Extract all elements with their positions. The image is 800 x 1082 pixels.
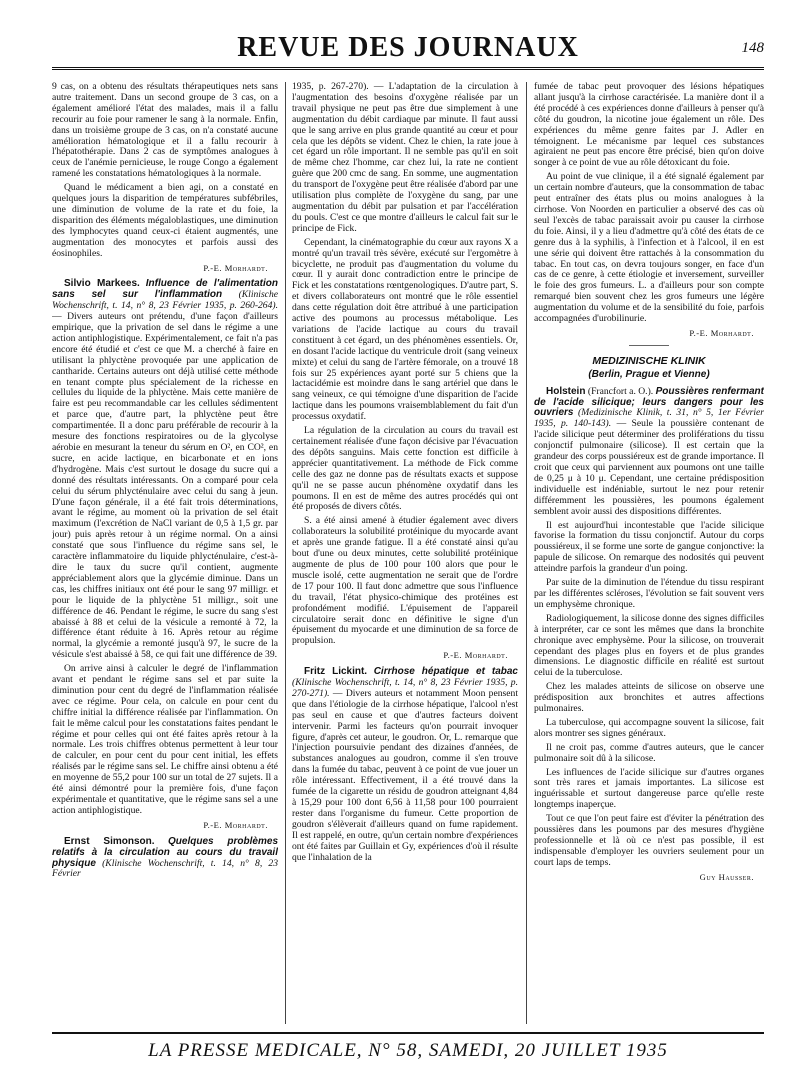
paragraph: La tuberculose, qui accompagne souvent la silicose, fait alors montrer ses signes généraux. [534, 716, 764, 739]
paragraph: S. a été ainsi amené à étudier également avec divers collaborateurs la solubilité protéinique du myocarde avant et après une grande fatigue. Il a été constaté ainsi qu'au bout d'une ou deux minutes, cette solubilité protéinique augmente de plus de 100 pour 100 alors que pour le muscle isolé, cette augmentation ne serait que de l'ordre de 17 pour 100. Il faut donc admettre que sous l'influence du travail, l'état physico-chimique des protéines est profondément modifié. L'épuisement de l'appareil circulatoire serait donc en définitive le signe d'un épuisement du myocarde et une diminution de sa force de propulsion. [292, 515, 518, 647]
paragraph: — Seule la poussière contenant de l'acide silicique peut déterminer des proliférations du tissu conjonctif pulmonaire (silicose). Il est certain que la grandeur des corps poussiéreux est de grande importance. Il croit que ceux qui parviennent aux poumons ont une taille de 0,25 μ à 10 μ. Cependant, une certaine prédisposition individuelle est indéniable, surtout le nez pour retenir différemment les poussières, les poumons également semblent avoir aussi des dispositions différentes. [534, 418, 764, 517]
article-source: (Klinische Wochenschrift, t. 14, n° 8, 23 Février 1935, p. 260-264). [52, 289, 278, 312]
paragraph: La régulation de la circulation au cours du travail est certainement réalisée d'une façon décisive par l'évacuation des dépôts sanguins. Mais cette fonction est difficile à apprécier quantitativement. La méthode de Fick comme celle des gaz ne donne pas de résultats exacts et suppose qu'il ne se passe aucun phénomène oxydatif dans les poumons. Il en est de même des autres procédés qui ont été proposés de divers côtés. [292, 425, 518, 513]
article-source: (Medizinische Klinik, t. 31, n° 5, 1er Février 1935, p. 140-143). [534, 407, 764, 430]
article-source: (Klinische Wochenschrift, t. 14, n° 8, 23 Février [52, 857, 278, 880]
page-number: 148 [741, 40, 764, 56]
paragraph: Chez les malades atteints de silicose on observe une prédisposition aux bronchites et autres affections pulmonaires. [534, 681, 764, 715]
section-subtitle: (Berlin, Prague et Vienne) [588, 368, 710, 380]
journal-section-title: REVUE DES JOURNAUX [237, 32, 579, 63]
article-title: Cirrhose hépatique et tabac [373, 666, 518, 678]
article-author: Fritz Lickint. [304, 666, 368, 678]
article-heading [52, 279, 278, 661]
paragraph: Radiologiquement, la silicose donne des signes difficiles à interpréter, car ce sont les mêmes que dans la bronchite chronique avec emphysème. Pour la silicose, on trouverait cependant des plages plus en foyers et de plus grandes dimensions. Le diagnostic difficile en réalité est surtout celui de la tuberculose. [534, 612, 764, 679]
article-author: Ernst Simonson. [64, 835, 155, 847]
paragraph: fumée de tabac peut provoquer des lésions hépatiques allant jusqu'à la cirrhose caractérisée. La manière dont il a été procédé à ces expériences donne d'ailleurs à penser qu'à côté du goudron, la nicotine joue également un rôle. Des expériences du même genre faites par J. Adler en témoignent. Le mécanisme par lequel ces substances agiraient ne peut pas encore être précisé, bien qu'on doive songer à ce point de vue au rôle détoxicant du foie. [534, 82, 764, 169]
paragraph: On arrive ainsi à calculer le degré de l'inflammation avant et pendant le régime sans sel et par suite la diminution pour cent du degré de l'inflammation réalisée avec ce régime. Pour cela, on calcule en pour cent du chiffre initial la différence réalisée par l'inflammation. On fait le même calcul pour les constatations faites pendant le régime et pour celles qui ont été faites après retour à la normale. Les trois chiffres obtenus permettent à leur tour de calculer, en pour cent du pour cent initial, les effets réalisés par le régime sans sel. Le chiffre ainsi obtenu a été en moyenne de 55,2 pour 100 sur un total de 27 sujets. Il a été ainsi démontré pour la première fois, d'une façon expérimentale et quantitative, que le régime sans sel a une action antiphlogistique. [52, 663, 278, 816]
paragraph: Quand le médicament a bien agi, on a constaté en quelques jours la disparition de températures subfébriles, une diminution de volume de la rate et du foie, la disparition des éléments mégaloblastiques, une diminution des lymphocytes quand ceux-ci étaient augmentés, une augmentation des monocytes et parfois aussi des éosinophiles. [52, 182, 278, 259]
paragraph: Il est aujourd'hui incontestable que l'acide silicique favorise la formation du tissu conjonctif. Autour du corps poussiéreux, il se forme une sorte de gangue conjonctive: la papule de silicose. On remarque des nodosités qui peuvent atteindre parfois la grandeur d'un poing. [534, 519, 764, 575]
column-right [534, 82, 764, 1024]
column-rule [285, 82, 286, 1024]
article-heading [292, 667, 518, 863]
article-author: Holstein [546, 385, 586, 397]
paragraph: — Divers auteurs ont prétendu, d'une façon d'ailleurs empirique, que la privation de sel dans le régime a une action antiphlogistique. Expérimentalement, ce fait n'a pas encore été étudié et c'est ce que M. a cherché à faire en utilisant la phlyctène provoquée par une application de cantharide. Certains auteurs ont déjà utilisé cette méthode en tenant compte plus spécialement de la richesse en cellules du liquide de la phlyctène. Mais cette manière de faire est peu recommandable car les cellules sédimentent et parce que, d'autre part, la phlyctène peut être compartimentée. Il a donc paru préférable de recourir à la mesure des fonctions respiratoires ou de la glycolyse aérobie en mesurant la teneur du sérum en O², en CO², en sucre, en acide lactique, en bicarbonate et en ions d'hydrogène. Mais c'est surtout le dosage du sucre qui a donné des résultats intéressants. On a comparé pour cela celui du sérum phlycténulaire avec celui du sang à jeun. D'une façon générale, il a été fait trois déterminations, avant le régime, au moment où la privation de sel était maximum (l'excrétion de NaCl variant de 0,5 à 1,5 gr. par jour) puis après retour à un régime normal. On a ainsi constaté que sous l'influence du régime sans sel, le caractère inflammatoire du liquide phlycténulaire, c'est-à-dire le taux du sucre qu'il contient, augmente appréciablement alors que la glycémie diminue. Dans un cas, les chiffres initiaux ont été pour le sang 97 milligr. et pour le liquide de la phlyctène 51 milligr., soit une différence de 46. Pendant le régime, le sucre du sang s'est abaissé à 88 et celui de la vésicule a remonté à 72, la différence étant réduite à 16. Après retour au régime normal, la glycémie a remonté jusqu'à 97, le sucre de la vésicule s'est abaissé à 58, ce qui fait une différence de 39. [52, 311, 278, 661]
section-title: MEDIZINISCHE KLINIK [592, 354, 706, 367]
article-heading [52, 837, 278, 881]
signature: P.-E. Morhardt. [203, 819, 268, 830]
article-heading [534, 387, 764, 518]
paragraph: 1935, p. 267-270). — L'adaptation de la circulation à l'augmentation des besoins d'oxygène réalisée par un travail physique ne peut pas être due simplement à une augmentation du débit cardiaque par minute. Il faut aussi que le sang arrive en plus grande quantité au cœur et pour cela que les dépôts se vident. Chez le chien, la rate joue à cet égard un rôle important. Il ne semble pas qu'il en soit de même chez l'homme, car chez lui, la rate ne contient guère que 200 cmc de sang. En somme, une augmentation du transport de l'oxygène peut être réalisée d'abord par une utilisation plus complète de l'oxygène du sang, par une augmentation du débit par pulsation et par l'accélération du pouls. C'est ce que montre d'ailleurs le calcul fait sur le principe de Fick. [292, 82, 518, 234]
signature: P.-E. Morhardt. [203, 262, 268, 273]
paragraph: — Divers auteurs et notamment Moon pensent que dans l'étiologie de la cirrhose hépatique, l'alcool n'est pas seul en cause et que d'autres facteurs doivent intervenir. Parmi les facteurs qu'on pourrait invoquer figure, d'après cet auteur, le goudron. Or, L. remarque que l'injection poursuivie pendant des dizaines d'années, de substances analogues au goudron, comme il s'en trouve dans la fumée du tabac, peuvent à ce point de vue jouer un rôle intéressant. Effectivement, il a été trouvé dans la fumée de la cigarette un résidu de goudron atteignant 4,84 à 15,29 pour 100 dont 6,56 à 11,58 pour 100 pourraient rester dans l'organisme du fumeur. Cette proportion de goudron s'élèverait d'ailleurs quand on fume rapidement. Il est rappelé, en outre, qu'un certain nombre d'expériences ont été faites par Guillain et Gy, expériences d'où il résulte que l'inhalation de la [292, 687, 518, 863]
paragraph: Cependant, la cinématographie du cœur aux rayons X a montré qu'un travail très sévère, exécuté sur l'ergomètre à bicyclette, ne produit pas d'augmentation du volume du cœur. Il y aurait donc contradiction entre le principe de Fick et les constatations rœntgenologiques. D'autre part, S. et divers collaborateurs ont montré que le rôle essentiel dans cette régulation doit être attribué à une participation active des poumons au processus métabolique. Les variations de l'acide lactique au cours du travail constituent à cet égard, un des phénomènes essentiels. Or, en dosant l'acide lactique du ventricule droit (sang veineux mixte) et celui du sang de l'artère fémorale, on a trouvé 18 fois sur 25 expériences ayant porté sur 5 chiens que la lactacidémie est moindre dans le sang artériel que dans le sang veineux, ce qui témoigne d'une disparition de l'acide lactique dans les poumons vraisemblablement du fait d'un processus oxydatif. [292, 236, 518, 423]
signature: Guy Hausser. [699, 871, 754, 882]
paragraph: Tout ce que l'on peut faire est d'éviter la pénétration des poussières dans les poumons par des mesures d'hygiène professionnelle et là où ce n'est pas possible, il est indispensable d'employer les ouvriers seulement pour un court laps de temps. [534, 813, 764, 868]
column-rule [526, 82, 527, 1024]
article-author-place: (Francfort a. O.). [587, 385, 654, 397]
paragraph: Il ne croit pas, comme d'autres auteurs, que le cancer pulmonaire soit dû à la silicose. [534, 741, 764, 764]
article-author: Silvio Markees. [64, 278, 140, 290]
paragraph: 9 cas, on a obtenu des résultats thérapeutiques nets sans autre traitement. Dans un second groupe de 3 cas, on a également amélioré l'état des malades, mais il a fallu recourir au foie pour ramener le sang à la normale. Enfin, dans un troisième groupe de 3 cas, on n'a constaté aucune amélioration hématologique et il a fallu recourir à l'hépatothérapie. Dans 2 cas de symptômes analogues à ceux de l'anémie pernicieuse, le rouge Congo a également ramené les constatations hématologiques à la normale. [52, 82, 278, 180]
column-middle [292, 82, 518, 1024]
article-title: Influence de l'alimentation sans sel sur l'inflammation [52, 278, 278, 301]
paragraph: Les influences de l'acide silicique sur d'autres organes sont très rares et jamais importantes. La silicose est inguérissable et surtout dangereuse parce qu'elle reste longtemps inaperçue. [534, 766, 764, 811]
article-columns [52, 82, 764, 1024]
paragraph: Par suite de la diminution de l'étendue du tissu respirant par les différentes scléroses, l'évolution se fait souvent vers un emphysème chronique. [534, 577, 764, 610]
page-header [52, 30, 764, 70]
page-footer [52, 1032, 764, 1062]
signature: P.-E. Morhardt. [689, 327, 754, 338]
article-source: (Klinische Wochenschrift, t. 14, n° 8, 23 Février 1935, p. 270-271). [292, 677, 518, 699]
signature: P.-E. Morhardt. [443, 650, 508, 661]
paragraph: Au point de vue clinique, il a été signalé également par un certain nombre d'auteurs, que la consommation de tabac peut entraîner des états plus ou moins analogues à la cirrhose. Von Noorden en particulier a observé des cas où seul l'excès de tabac paraissait avoir pu causer la cirrhose du foie. Ainsi, il y a lieu d'admettre qu'à côté des états de ce genre dus à la syphilis, à l'infection et à l'alcool, il en est une série qui doivent être rattachés à la consommation du tabac. En tout cas, on devra toujours songer, en face d'un cas de ce genre, à cette étiologie et inversement, surveiller le foie des gros fumeurs. L. a d'ailleurs pour son compte remarqué bien souvent chez les gros fumeurs une légère augmentation du volume et de la sensibilité du foie, parfois accompagnées d'urobilinurie. [534, 171, 764, 325]
article-title: Quelques problèmes relatifs à la circulation au cours du travail physique [52, 835, 278, 869]
journal-issue-line: LA PRESSE MEDICALE, N° 58, SAMEDI, 20 JUILLET 1935 [148, 1040, 668, 1061]
separator-line [629, 345, 669, 346]
column-left [52, 82, 278, 1024]
article-title: Poussières renfermant de l'acide silicique; leurs dangers pour les ouvriers [534, 385, 764, 419]
